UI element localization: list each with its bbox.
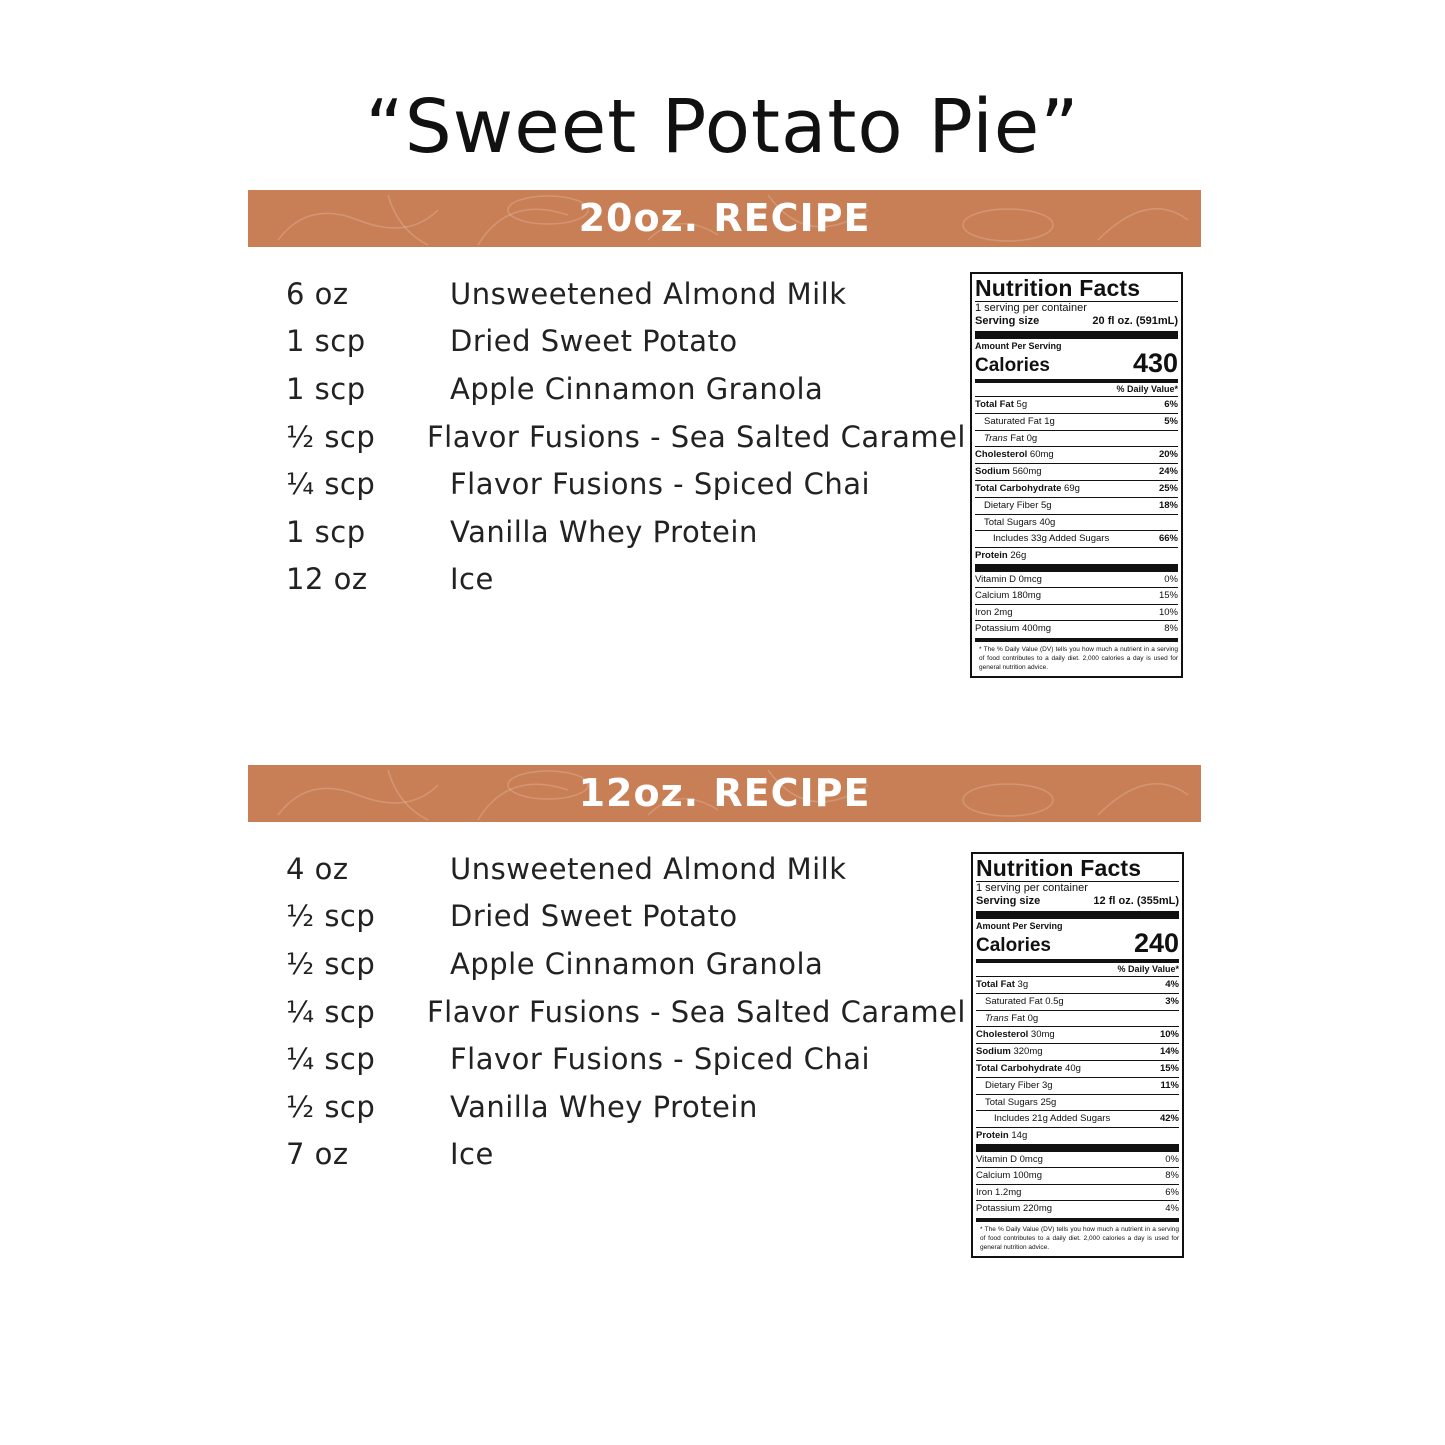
recipe-banner	[248, 765, 1201, 822]
nutrition-title: Nutrition Facts	[975, 275, 1141, 301]
nutrient-name: Trans	[984, 432, 1008, 444]
nutrient-name: Total Sugars	[984, 516, 1037, 528]
nutrient-row	[976, 1127, 1179, 1144]
vitamin-row	[975, 621, 1178, 638]
vitamin-row	[976, 1152, 1179, 1169]
ingredient-row	[286, 508, 966, 556]
amount-per-serving: Amount Per Serving	[975, 341, 1062, 351]
nutrient-percent: 15%	[1159, 1062, 1179, 1074]
ingredient-row	[286, 460, 966, 508]
serving-size-row	[975, 315, 1178, 331]
nutrient-amount: 320mg	[1013, 1046, 1043, 1058]
nutrient-percent: 42%	[1159, 1113, 1179, 1125]
nutrient-name: Sodium	[975, 466, 1010, 478]
nutrient-row	[975, 430, 1178, 447]
nutrient-amount: 0.5g	[1045, 995, 1064, 1007]
nutrient-amount: Fat 0g	[1010, 432, 1038, 444]
nutrient-name: Total Sugars	[985, 1096, 1038, 1108]
nutrient-label	[976, 1078, 1053, 1094]
nutrient-amount: 1g	[1044, 415, 1055, 427]
nutrient-row	[976, 993, 1179, 1010]
ingredient-qty: 6 oz	[286, 276, 349, 311]
servings-per-container: 1 serving per container	[976, 882, 1088, 894]
nutrient-label	[975, 447, 1054, 463]
nutrient-label	[975, 548, 1026, 564]
nutrient-amount: 69g	[1064, 482, 1080, 494]
daily-value-footnote: * The % Daily Value (DV) tells you how much a nutrient in a serving of food contributes to a daily diet. 2,000 calories a day is used for general nutrition advice.	[980, 1225, 1179, 1251]
nutrient-name: Trans	[985, 1012, 1009, 1024]
ingredient-name: Flavor Fusions - Sea Salted Caramel	[426, 994, 966, 1029]
divider	[976, 1144, 1179, 1152]
ingredient-name: Apple Cinnamon Granola	[450, 946, 824, 981]
ingredient-row	[286, 318, 966, 366]
calories-value: 240	[1133, 928, 1179, 958]
vitamin-percent: 4%	[1165, 1203, 1179, 1215]
nutrient-label	[976, 1111, 1110, 1127]
ingredient-qty: 12 oz	[286, 562, 368, 597]
ingredient-qty: ½ scp	[286, 419, 376, 454]
nutrient-name: Dietary Fiber	[985, 1079, 1040, 1091]
nutrient-label	[976, 1061, 1081, 1077]
vitamin-percent: 8%	[1165, 1170, 1179, 1182]
nutrient-percent: 20%	[1158, 449, 1178, 461]
nutrient-amount: 14g	[1011, 1130, 1028, 1142]
ingredient-name: Vanilla Whey Protein	[450, 514, 758, 549]
nutrient-amount: 60mg	[1029, 449, 1054, 461]
ingredient-qty: 4 oz	[286, 851, 349, 886]
nutrient-percent: 24%	[1158, 466, 1178, 478]
nutrient-row	[976, 1094, 1179, 1111]
vitamin-label: Calcium 180mg	[975, 590, 1041, 602]
nutrient-percent: 10%	[1159, 1029, 1179, 1041]
nutrient-name: Total Fat	[975, 399, 1014, 410]
nutrition-facts-label	[971, 852, 1184, 1258]
nutrient-name: Total Carbohydrate	[976, 1062, 1063, 1074]
serving-size-value: 12 fl oz. (355mL)	[1093, 895, 1179, 907]
vitamin-percent: 0%	[1164, 573, 1178, 585]
nutrient-row	[975, 514, 1178, 531]
nutrient-percent: 11%	[1160, 1079, 1179, 1091]
nutrient-row	[976, 976, 1179, 993]
nutrient-name: Total Fat	[976, 979, 1015, 990]
vitamin-percent: 8%	[1164, 623, 1178, 635]
ingredient-qty: 1 scp	[286, 324, 366, 359]
serving-size-label: Serving size	[976, 895, 1041, 907]
ingredient-row	[286, 893, 966, 941]
vitamin-percent: 15%	[1158, 590, 1178, 602]
ingredient-name: Flavor Fusions - Spiced Chai	[450, 467, 871, 502]
ingredient-qty: 1 scp	[286, 371, 366, 406]
nutrient-amount: 560mg	[1012, 466, 1042, 478]
nutrient-name: Protein	[976, 1130, 1009, 1142]
nutrient-amount: 40g	[1039, 516, 1056, 528]
vitamin-label: Vitamin D 0mcg	[976, 1153, 1043, 1165]
vitamin-percent: 10%	[1158, 606, 1178, 618]
nutrient-amount: 3g	[1017, 979, 1029, 990]
ingredient-row	[286, 365, 966, 413]
ingredient-qty: ½ scp	[286, 946, 376, 981]
vitamin-label: Potassium 400mg	[975, 623, 1052, 635]
nutrient-label	[975, 397, 1027, 413]
nutrient-percent: 5%	[1164, 415, 1178, 427]
vitamin-row	[975, 605, 1178, 622]
vitamin-label: Iron 2mg	[975, 606, 1013, 618]
nutrient-label	[975, 531, 1109, 547]
nutrient-row	[975, 497, 1178, 514]
ingredient-name: Unsweetened Almond Milk	[450, 276, 847, 311]
vitamin-row	[976, 1201, 1179, 1218]
nutrient-percent: 6%	[1164, 399, 1178, 410]
nutrition-facts-label	[970, 272, 1183, 678]
nutrient-label	[975, 464, 1042, 480]
nutrient-amount: 26g	[1010, 550, 1027, 562]
nutrient-row	[975, 547, 1178, 564]
ingredient-qty: 1 scp	[286, 514, 366, 549]
nutrient-label	[975, 431, 1037, 447]
ingredient-row	[286, 940, 966, 988]
ingredient-name: Ice	[450, 562, 494, 597]
nutrient-percent: 18%	[1158, 499, 1178, 511]
ingredient-row	[286, 845, 966, 893]
nutrient-percent: 4%	[1165, 979, 1179, 990]
nutrient-row	[975, 463, 1178, 480]
calories-row	[975, 348, 1178, 379]
ingredient-row	[286, 413, 966, 461]
nutrient-label	[976, 994, 1064, 1010]
ingredient-qty: ¼ scp	[286, 1042, 376, 1077]
ingredient-row	[286, 988, 966, 1036]
nutrient-row	[976, 1110, 1179, 1127]
nutrient-row	[976, 1060, 1179, 1077]
nutrient-amount: 40g	[1065, 1062, 1081, 1074]
nutrient-label	[976, 1027, 1055, 1043]
nutrient-amount: 5g	[1016, 399, 1028, 410]
ingredient-name: Dried Sweet Potato	[450, 324, 738, 359]
recipe-heading: 20oz. RECIPE	[578, 196, 871, 240]
divider	[975, 331, 1178, 339]
vitamin-row	[976, 1168, 1179, 1185]
ingredient-row	[286, 1083, 966, 1131]
nutrient-label	[976, 977, 1028, 993]
nutrient-percent: 25%	[1158, 482, 1178, 494]
nutrient-name: Protein	[975, 550, 1008, 562]
nutrient-name: Cholesterol	[975, 449, 1028, 461]
nutrient-amount: 3g	[1042, 1079, 1053, 1091]
nutrient-row	[976, 1026, 1179, 1043]
ingredient-row	[286, 270, 966, 318]
nutrient-name: Dietary Fiber	[984, 499, 1039, 511]
ingredient-qty: ¼ scp	[286, 467, 376, 502]
ingredient-name: Dried Sweet Potato	[450, 899, 738, 934]
ingredient-name: Unsweetened Almond Milk	[450, 851, 847, 886]
page-title: “Sweet Potato Pie”	[365, 84, 1080, 170]
nutrient-label	[975, 498, 1052, 514]
vitamin-label: Calcium 100mg	[976, 1170, 1042, 1182]
ingredient-row	[286, 1131, 966, 1179]
daily-value-footnote: * The % Daily Value (DV) tells you how much a nutrient in a serving of food contributes to a daily diet. 2,000 calories a day is used for general nutrition advice.	[979, 645, 1178, 671]
serving-size-label: Serving size	[975, 315, 1040, 327]
nutrient-name: Cholesterol	[976, 1029, 1029, 1041]
nutrient-row	[975, 413, 1178, 430]
nutrient-amount: 5g	[1041, 499, 1052, 511]
nutrient-row	[976, 1077, 1179, 1094]
nutrient-name: Includes 33g Added Sugars	[993, 533, 1110, 545]
vitamin-list	[975, 572, 1178, 638]
servings-per-container: 1 serving per container	[975, 302, 1087, 314]
calories-value: 430	[1132, 348, 1178, 378]
nutrient-name: Total Carbohydrate	[975, 482, 1062, 494]
nutrient-row	[975, 396, 1178, 413]
ingredient-qty: ½ scp	[286, 899, 376, 934]
nutrient-row	[975, 530, 1178, 547]
nutrient-amount: Fat 0g	[1011, 1012, 1039, 1024]
serving-size-value: 20 fl oz. (591mL)	[1092, 315, 1178, 327]
divider	[976, 911, 1179, 919]
vitamin-list	[976, 1152, 1179, 1218]
amount-per-serving: Amount Per Serving	[976, 921, 1063, 931]
ingredient-qty: 7 oz	[286, 1137, 349, 1172]
ingredient-name: Ice	[450, 1137, 494, 1172]
nutrition-title: Nutrition Facts	[976, 855, 1142, 881]
calories-label: Calories	[975, 355, 1050, 376]
daily-value-header: % Daily Value*	[1116, 384, 1178, 394]
calories-row	[976, 928, 1179, 959]
vitamin-label: Vitamin D 0mcg	[975, 573, 1042, 585]
nutrient-label	[976, 1044, 1043, 1060]
nutrient-label	[975, 481, 1080, 497]
nutrient-label	[975, 414, 1055, 430]
vitamin-label: Potassium 220mg	[976, 1203, 1053, 1215]
nutrient-amount: 25g	[1040, 1096, 1057, 1108]
ingredient-name: Flavor Fusions - Spiced Chai	[450, 1042, 871, 1077]
ingredient-row	[286, 1035, 966, 1083]
ingredient-name: Vanilla Whey Protein	[450, 1089, 758, 1124]
nutrient-amount: 30mg	[1030, 1029, 1055, 1041]
ingredient-list	[286, 845, 966, 1178]
nutrient-name: Sodium	[976, 1046, 1011, 1058]
ingredient-name: Apple Cinnamon Granola	[450, 371, 824, 406]
nutrient-percent: 66%	[1158, 533, 1178, 545]
ingredient-qty: ½ scp	[286, 1089, 376, 1124]
vitamin-row	[976, 1185, 1179, 1202]
recipe-12oz	[248, 765, 1201, 1251]
vitamin-percent: 6%	[1165, 1186, 1179, 1198]
ingredient-row	[286, 556, 966, 604]
ingredient-list	[286, 270, 966, 603]
calories-label: Calories	[976, 935, 1051, 956]
vitamin-row	[975, 588, 1178, 605]
nutrient-label	[975, 515, 1055, 531]
divider	[975, 564, 1178, 572]
nutrient-name: Saturated Fat	[984, 415, 1042, 427]
vitamin-row	[975, 572, 1178, 589]
nutrient-row	[976, 1043, 1179, 1060]
nutrient-label	[976, 1095, 1056, 1111]
serving-size-row	[976, 895, 1179, 911]
nutrient-row	[975, 480, 1178, 497]
recipe-heading: 12oz. RECIPE	[578, 771, 871, 815]
nutrient-row	[976, 1010, 1179, 1027]
nutrient-label	[976, 1011, 1038, 1027]
nutrient-row	[975, 446, 1178, 463]
nutrient-percent: 3%	[1165, 995, 1179, 1007]
ingredient-qty: ¼ scp	[286, 994, 376, 1029]
nutrient-percent: 14%	[1159, 1046, 1179, 1058]
nutrient-name: Includes 21g Added Sugars	[994, 1113, 1111, 1125]
recipe-banner	[248, 190, 1201, 247]
vitamin-percent: 0%	[1165, 1153, 1179, 1165]
nutrient-name: Saturated Fat	[985, 995, 1043, 1007]
recipe-20oz	[248, 190, 1201, 671]
vitamin-label: Iron 1.2mg	[976, 1186, 1022, 1198]
ingredient-name: Flavor Fusions - Sea Salted Caramel	[426, 419, 966, 454]
daily-value-header: % Daily Value*	[1117, 964, 1179, 974]
nutrient-label	[976, 1128, 1027, 1144]
